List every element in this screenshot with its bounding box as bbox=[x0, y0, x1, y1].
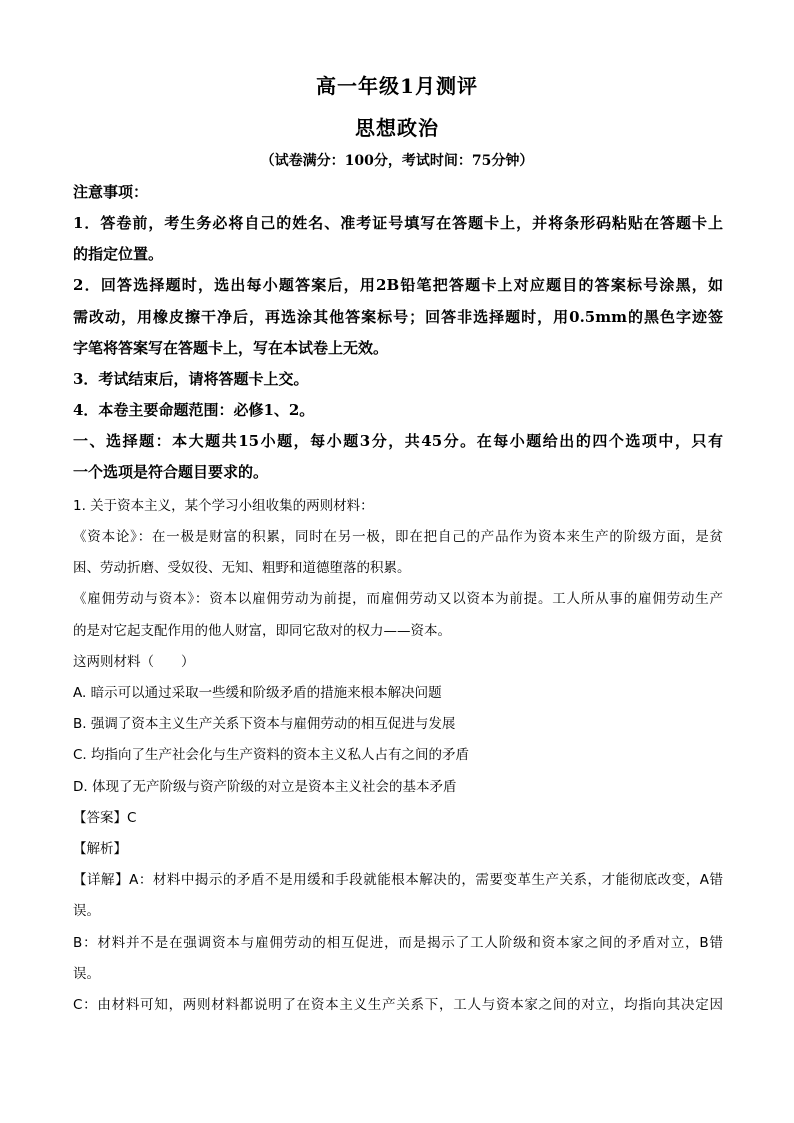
notes-line: 4．本卷主要命题范围：必修1、2。 bbox=[73, 401, 315, 419]
section-heading: 一、选择题：本大题共15小题，每小题3分，共45分。在每小题给出的四个选项中，只有 bbox=[73, 432, 723, 450]
notes-heading: 注意事项： bbox=[73, 183, 149, 201]
answer-line bbox=[73, 806, 723, 826]
notes-line: 的指定位置。 bbox=[73, 245, 164, 263]
question-prompt: 这两则材料（ ） bbox=[73, 654, 195, 670]
answer-value: C bbox=[127, 810, 137, 826]
notes-line: 需改动，用橡皮擦干净后，再选涂其他答案标号；回答非选择题时，用0.5mm的黑色字迹签 bbox=[73, 308, 723, 326]
material-text: 的是对它起支配作用的他人财富，即同它敌对的权力——资本。 bbox=[73, 623, 451, 639]
detail-text: 误。 bbox=[73, 966, 100, 982]
exam-info: （试卷满分：100分，考试时间：75分钟） bbox=[260, 153, 534, 169]
option-d: D. 体现了无产阶级与资产阶级的对立是资本主义社会的基本矛盾 bbox=[73, 779, 457, 795]
exam-title: 高一年级1月测评 bbox=[316, 74, 478, 98]
section-heading: 一个选项是符合题目要求的。 bbox=[73, 463, 269, 481]
option-b: B. 强调了资本主义生产关系下资本与雇佣劳动的相互促进与发展 bbox=[73, 716, 456, 732]
notes-line: 字笔将答案写在答题卡上，写在本试卷上无效。 bbox=[73, 339, 389, 357]
notes-line: 1．答卷前，考生务必将自己的姓名、准考证号填写在答题卡上，并将条形码粘贴在答题卡上 bbox=[73, 214, 723, 232]
detail-text: B：材料并不是在强调资本与雇佣劳动的相互促进，而是揭示了工人阶级和资本家之间的矛盾对立，B错 bbox=[73, 935, 723, 951]
option-c: C. 均指向了生产社会化与生产资料的资本主义私人占有之间的矛盾 bbox=[73, 747, 470, 763]
material-text: 《资本论》：在一极是财富的积累，同时在另一极，即在把自己的产品作为资本来生产的阶级方面，是贫 bbox=[73, 529, 723, 545]
notes-line: 3．考试结束后，请将答题卡上交。 bbox=[73, 370, 309, 388]
answer-label: 【答案】 bbox=[73, 810, 127, 826]
material-text: 困、劳动折磨、受奴役、无知、粗野和道德堕落的积累。 bbox=[73, 560, 411, 576]
option-a: A. 暗示可以通过采取一些缓和阶级矛盾的措施来根本解决问题 bbox=[73, 685, 442, 701]
subject-title: 思想政治 bbox=[355, 116, 439, 140]
analysis-label: 【解析】 bbox=[73, 841, 127, 857]
material-text: 《雇佣劳动与资本》：资本以雇佣劳动为前提，而雇佣劳动又以资本为前提。工人所从事的雇佣劳动生产 bbox=[73, 591, 723, 607]
question-stem: 1. 关于资本主义，某个学习小组收集的两则材料： bbox=[73, 498, 374, 514]
detail-text: 【详解】A：材料中揭示的矛盾不是用缓和手段就能根本解决的，需要变革生产关系，才能彻底改变，A错 bbox=[73, 872, 723, 888]
detail-text: 误。 bbox=[73, 903, 100, 919]
detail-text: C：由材料可知，两则材料都说明了在资本主义生产关系下，工人与资本家之间的对立，均指向其决定因 bbox=[73, 997, 723, 1013]
notes-line: 2．回答选择题时，选出每小题答案后，用2B铅笔把答题卡上对应题目的答案标号涂黑，如 bbox=[73, 276, 723, 294]
